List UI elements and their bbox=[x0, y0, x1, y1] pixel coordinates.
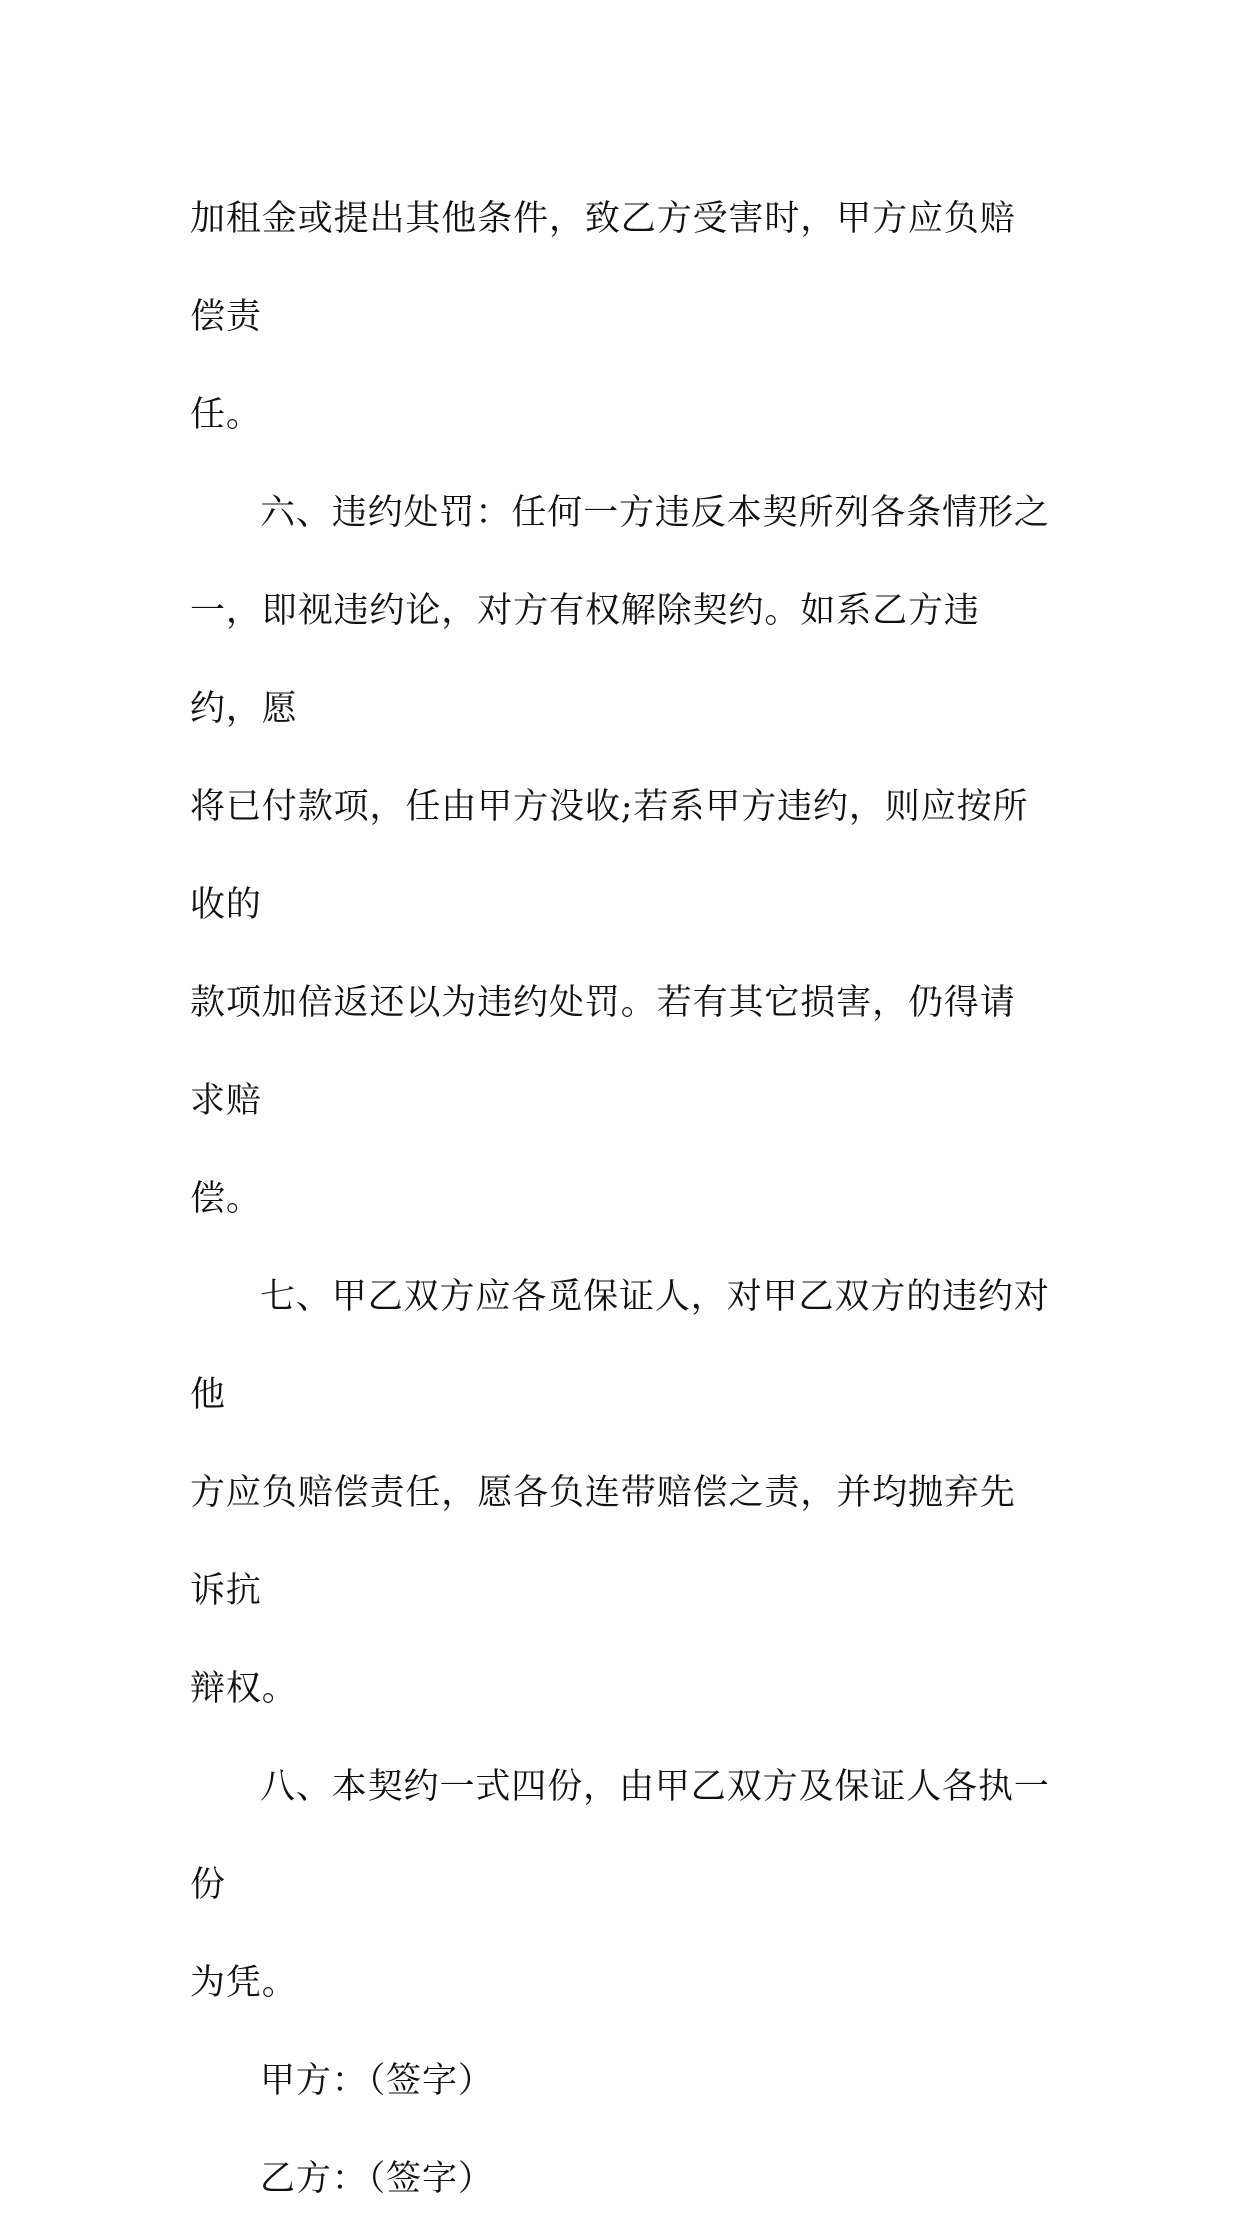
signature-party-b: 乙方：（签字） bbox=[260, 2159, 494, 2199]
paragraph-clause-7 bbox=[190, 1248, 1050, 1738]
text-line: 将已付款项，任由甲方没收;若系甲方违约，则应按所收的 bbox=[190, 787, 1029, 925]
text-line: 偿。 bbox=[190, 1179, 262, 1219]
text-line: 加租金或提出其他条件，致乙方受害时，甲方应负赔偿责 bbox=[190, 199, 1016, 337]
text-line: 为凭。 bbox=[190, 1963, 298, 2003]
paragraph-clause-8 bbox=[190, 1738, 1050, 2032]
text-line: 方应负赔偿责任，愿各负连带赔偿之责，并均抛弃先诉抗 bbox=[190, 1473, 1016, 1611]
text-line: 八、本契约一式四份，由甲乙双方及保证人各执一份 bbox=[190, 1767, 1050, 1905]
contract-text bbox=[190, 170, 1050, 2228]
text-line: 辩权。 bbox=[190, 1669, 298, 1709]
signature-party-a: 甲方：（签字） bbox=[260, 2061, 494, 2101]
paragraph-clause-6 bbox=[190, 464, 1050, 1248]
text-line: 七、甲乙双方应各觅保证人，对甲乙双方的违约对他 bbox=[190, 1277, 1050, 1415]
text-line: 款项加倍返还以为违约处罚。若有其它损害，仍得请求赔 bbox=[190, 983, 1016, 1121]
text-line: 六、违约处罚：任何一方违反本契所列各条情形之 bbox=[260, 493, 1050, 533]
text-line: 任。 bbox=[190, 395, 262, 435]
text-line: 一，即视违约论，对方有权解除契约。如系乙方违约，愿 bbox=[190, 591, 980, 729]
paragraph-continuation bbox=[190, 170, 1050, 464]
